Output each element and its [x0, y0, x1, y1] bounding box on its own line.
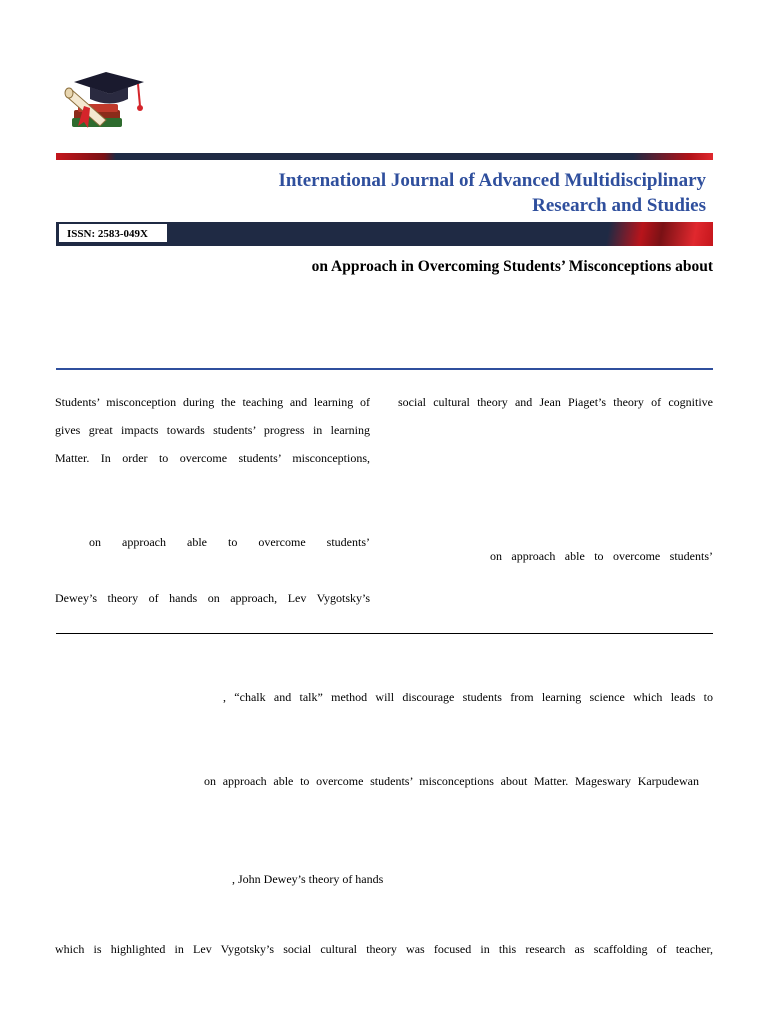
header-top-band [56, 153, 713, 160]
journal-title-line1: International Journal of Advanced Multidisciplinary [278, 170, 706, 191]
body-line-4: which is highlighted in Lev Vygotsky’s social cultural theory was focused in this research as scaffolding of teacher, [55, 942, 713, 956]
abstract-left-line-2: gives great impacts towards students’ progress in learning [55, 423, 370, 437]
abstract-left-line-1: Students’ misconception during the teaching and learning of [55, 395, 370, 409]
abstract-divider [56, 633, 713, 634]
paper-title: on Approach in Overcoming Students’ Misconceptions about [311, 258, 713, 275]
body-line-1: , “chalk and talk” method will discourage students from learning science which leads to [223, 690, 713, 704]
band-accent-left [56, 153, 116, 160]
body-line-2: on approach able to overcome students’ misconceptions about Matter. Mageswary Karpudewan [204, 774, 699, 788]
abstract-left-line-4: on approach able to overcome students’ [89, 535, 370, 549]
band-accent-right [633, 153, 713, 160]
journal-title-line2: Research and Studies [532, 195, 706, 216]
body-line-3: , John Dewey’s theory of hands [232, 872, 384, 886]
abstract-left-line-5: Dewey’s theory of hands on approach, Lev Vygotsky’s [55, 591, 370, 605]
graduation-cap-books-logo [60, 66, 152, 138]
abstract-left-line-3: Matter. In order to overcome students’ misconceptions, [55, 451, 370, 465]
abstract-right-line-1: social cultural theory and Jean Piaget’s theory of cognitive [398, 395, 713, 409]
abstract-right-line-2: on approach able to overcome students’ [490, 549, 713, 563]
journal-title [278, 168, 706, 218]
issn-label: ISSN: 2583-049X [58, 223, 168, 243]
title-divider [56, 368, 713, 370]
issn-band-stripe [583, 222, 713, 246]
